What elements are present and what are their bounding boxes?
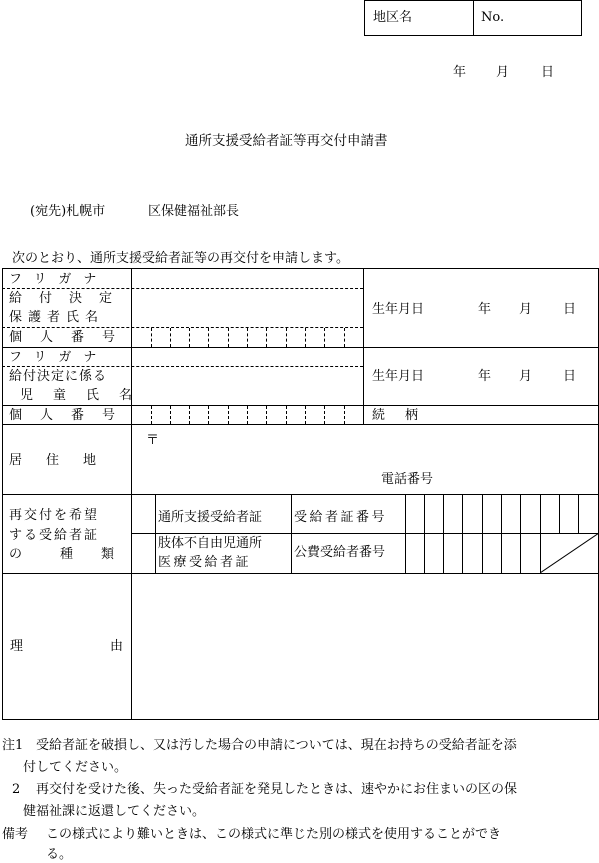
cert-type1-checkbox[interactable] <box>132 495 155 533</box>
row-line-child-end <box>2 424 599 425</box>
child-id-label: 個人番号 <box>9 408 134 423</box>
guardian-birth-year: 年 <box>478 302 492 317</box>
row-line-guardian-birth <box>363 347 599 348</box>
number-label: No. <box>481 10 505 25</box>
child-furigana-field[interactable] <box>132 348 363 366</box>
cert-row-divider <box>131 533 599 534</box>
cert-label-3a: の <box>9 547 23 562</box>
cert-type2-label-2: 医療受給者証 <box>158 555 252 570</box>
child-relation-label: 続柄 <box>372 408 439 423</box>
note-1-text-2: 付してください。 <box>23 760 128 775</box>
guardian-birth-day: 日 <box>563 302 577 317</box>
guardian-name-label-1: 給付決定 <box>9 291 130 306</box>
phone-label: 電話番号 <box>381 472 434 487</box>
cert-type1-number-label: 受給者証番号 <box>294 510 388 525</box>
birth-column-divider <box>363 268 364 424</box>
child-name-label-1: 給付決定に係る <box>9 369 108 384</box>
phone-field[interactable] <box>440 468 596 492</box>
date-year: 年 <box>453 65 467 80</box>
child-birth-day: 日 <box>563 369 577 384</box>
guardian-furigana-field[interactable] <box>132 269 363 288</box>
cert-type1-label: 通所支援受給者証 <box>158 510 263 525</box>
address-field[interactable] <box>160 428 596 466</box>
child-name-label-2: 児童氏名 <box>20 388 153 403</box>
note-2-text-2: 健福祉課に返還してください。 <box>23 804 206 819</box>
date-day: 日 <box>541 65 555 80</box>
cert-number-divider <box>405 494 406 573</box>
guardian-name-label-2: 保護者氏名 <box>9 310 105 325</box>
reason-label-1: 理 <box>10 639 24 654</box>
cert-type2-number-diagonal <box>540 533 599 573</box>
addressee-office: 区保健福祉部長 <box>148 204 240 219</box>
cert-label-3b: 種類 <box>60 547 143 562</box>
postal-mark: 〒 <box>146 433 160 448</box>
reason-field[interactable] <box>132 574 598 719</box>
note-1-mark: 注1 <box>2 738 24 753</box>
guardian-name-field[interactable] <box>132 289 363 327</box>
child-birth-year: 年 <box>478 369 492 384</box>
guardian-birth-label: 生年月日 <box>372 302 425 317</box>
cert-type2-label-1: 肢体不自由児通所 <box>158 536 263 551</box>
child-birth-month: 月 <box>519 369 533 384</box>
reason-label-2: 由 <box>110 639 124 654</box>
remark-mark: 備考 <box>2 827 29 842</box>
intro-text: 次のとおり、通所支援受給者証等の再交付を申請します。 <box>12 251 349 266</box>
remark-text-1: この様式により難いときは、この様式に準じた別の様式を使用することができ <box>46 827 502 842</box>
guardian-furigana-label: フリガナ <box>9 272 109 287</box>
cert-type2-checkbox[interactable] <box>132 534 155 573</box>
address-label: 居住地 <box>9 453 121 468</box>
cert-type2-number-label: 公費受給者番号 <box>294 545 386 560</box>
guardian-id-label: 個人番号 <box>9 330 134 345</box>
addressee-prefix: (宛先)札幌市 <box>30 204 106 219</box>
page-title: 通所支援受給者証等再交付申請書 <box>185 133 388 149</box>
child-furigana-label: フリガナ <box>9 350 109 365</box>
cert-label-2: する受給者証 <box>9 528 100 543</box>
district-label: 地区名 <box>373 10 413 25</box>
cert-label-1: 再交付を希望 <box>9 508 100 523</box>
child-birth-label: 生年月日 <box>372 369 425 384</box>
guardian-birth-month: 月 <box>519 302 533 317</box>
note-2-text-1: 再交付を受けた後、失った受給者証を発見したときは、速やかにお住まいの区の保 <box>36 782 518 797</box>
child-name-field[interactable] <box>132 367 363 405</box>
remark-text-2: る。 <box>46 847 73 862</box>
note-1-text-1: 受給者証を破損し、又は汚した場合の申請については、現在お持ちの受給者証を添 <box>36 738 517 753</box>
note-2-mark: 2 <box>12 782 21 797</box>
district-box-divider <box>473 0 474 36</box>
row-line-address-end <box>2 494 599 495</box>
date-month: 月 <box>496 65 510 80</box>
child-relation-field[interactable] <box>432 406 598 424</box>
